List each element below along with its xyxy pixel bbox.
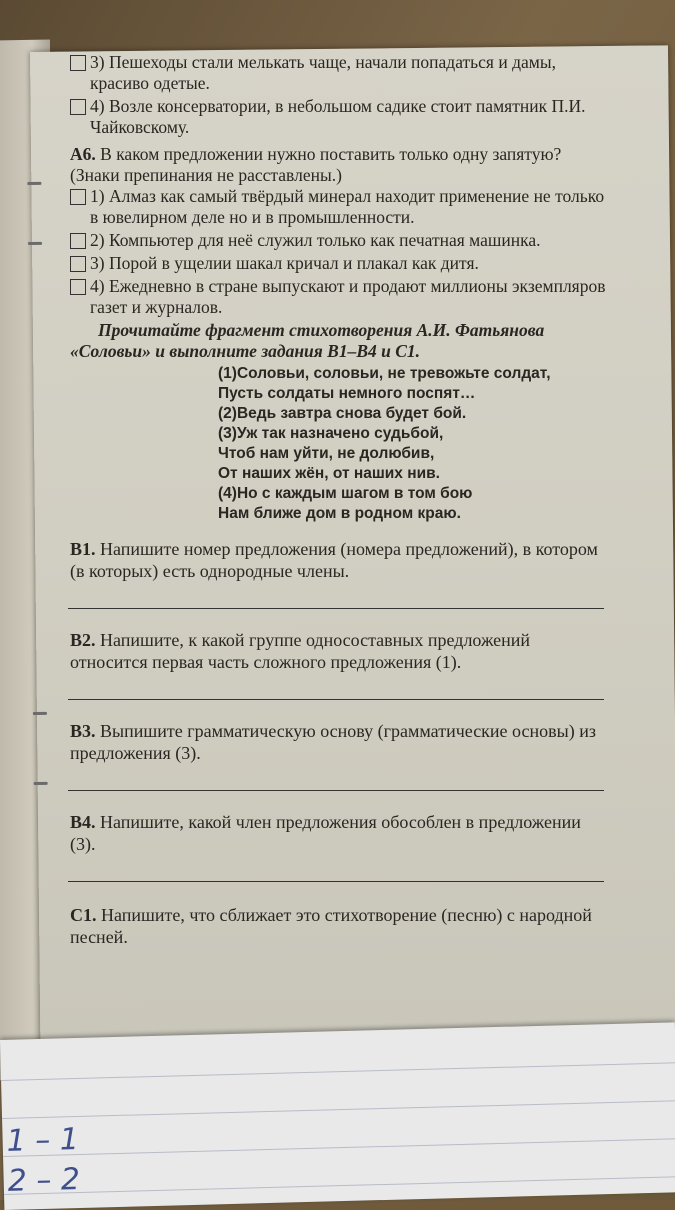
- answer-checkbox[interactable]: [70, 55, 86, 71]
- answer-checkbox[interactable]: [70, 256, 86, 272]
- staple: [33, 712, 47, 715]
- staple: [28, 242, 42, 245]
- answer-line-b4[interactable]: [68, 881, 604, 882]
- page-content: [70, 52, 610, 948]
- poem-line: (4)Но с каждым шагом в том бою: [218, 485, 473, 502]
- a6-question: [70, 144, 610, 186]
- a5-option-3: 3) Пешеходы стали мелькать чаще, начали попадаться и дамы, красиво одетые.: [70, 52, 610, 94]
- task-b2: В2. Напишите, к какой группе односоставных предложений относится первая часть сложного предложения (1).: [70, 630, 531, 672]
- poem-line: От наших жён, от наших нив.: [218, 465, 440, 482]
- answer-line-b1[interactable]: [68, 608, 604, 609]
- notebook-sheet: [0, 1022, 675, 1210]
- poem-line: (2)Ведь завтра снова будет бой.: [218, 405, 467, 422]
- poem-line: (1)Соловьи, соловьи, не тревожьте солдат,: [218, 365, 551, 382]
- handwritten-note: 2 – 2: [7, 1161, 81, 1199]
- answer-line-b3[interactable]: [68, 790, 604, 791]
- staple: [34, 782, 48, 785]
- a6-option-2: 2) Компьютер для неё служил только как печатная машинка.: [70, 230, 610, 251]
- answer-checkbox[interactable]: [70, 279, 86, 295]
- a6-question-text: В каком предложении нужно поставить только одну запятую? (Знаки препинания не расставлены.): [70, 144, 562, 185]
- answer-checkbox[interactable]: [70, 233, 86, 249]
- a6-option-4: 4) Ежедневно в стране выпускают и продают миллионы экземпляров газет и журналов.: [70, 276, 610, 318]
- a6-option-1: 1) Алмаз как самый твёрдый минерал находит применение не только в ювелирном деле но и в промышленности.: [70, 186, 610, 228]
- task-c1: С1. Напишите, что сближает это стихотворение (песню) с народной песней.: [70, 905, 592, 947]
- answer-line-b2[interactable]: [68, 699, 604, 700]
- a6-label: А6.: [70, 144, 96, 164]
- answer-checkbox[interactable]: [70, 99, 86, 115]
- poem-line: (3)Уж так назначено судьбой,: [218, 425, 444, 442]
- a5-option-4: 4) Возле консерватории, в небольшом садике стоит памятник П.И. Чайковскому.: [70, 96, 610, 138]
- task-b4: В4. Напишите, какой член предложения обособлен в предложении (3).: [70, 812, 581, 854]
- poem-line: Нам ближе дом в родном краю.: [218, 505, 461, 522]
- answer-checkbox[interactable]: [70, 189, 86, 205]
- handwritten-note: 1 – 1: [6, 1121, 80, 1159]
- a6-option-3: 3) Порой в ущелии шакал кричал и плакал как дитя.: [70, 253, 610, 274]
- task-b3: В3. Выпишите грамматическую основу (грамматические основы) из предложения (3).: [70, 721, 596, 763]
- poem-line: Пусть солдаты немного поспят…: [218, 385, 476, 402]
- poem: [218, 364, 610, 524]
- task-b1: В1. Напишите номер предложения (номера предложений), в котором (в которых) есть однородные члены.: [70, 539, 598, 581]
- poem-line: Чтоб нам уйти, не долюбив,: [218, 445, 435, 462]
- poem-intro: Прочитайте фрагмент стихотворения А.И. Фатьянова «Соловьи» и выполните задания В1–В4 и С1.: [70, 320, 545, 361]
- staple: [27, 182, 41, 185]
